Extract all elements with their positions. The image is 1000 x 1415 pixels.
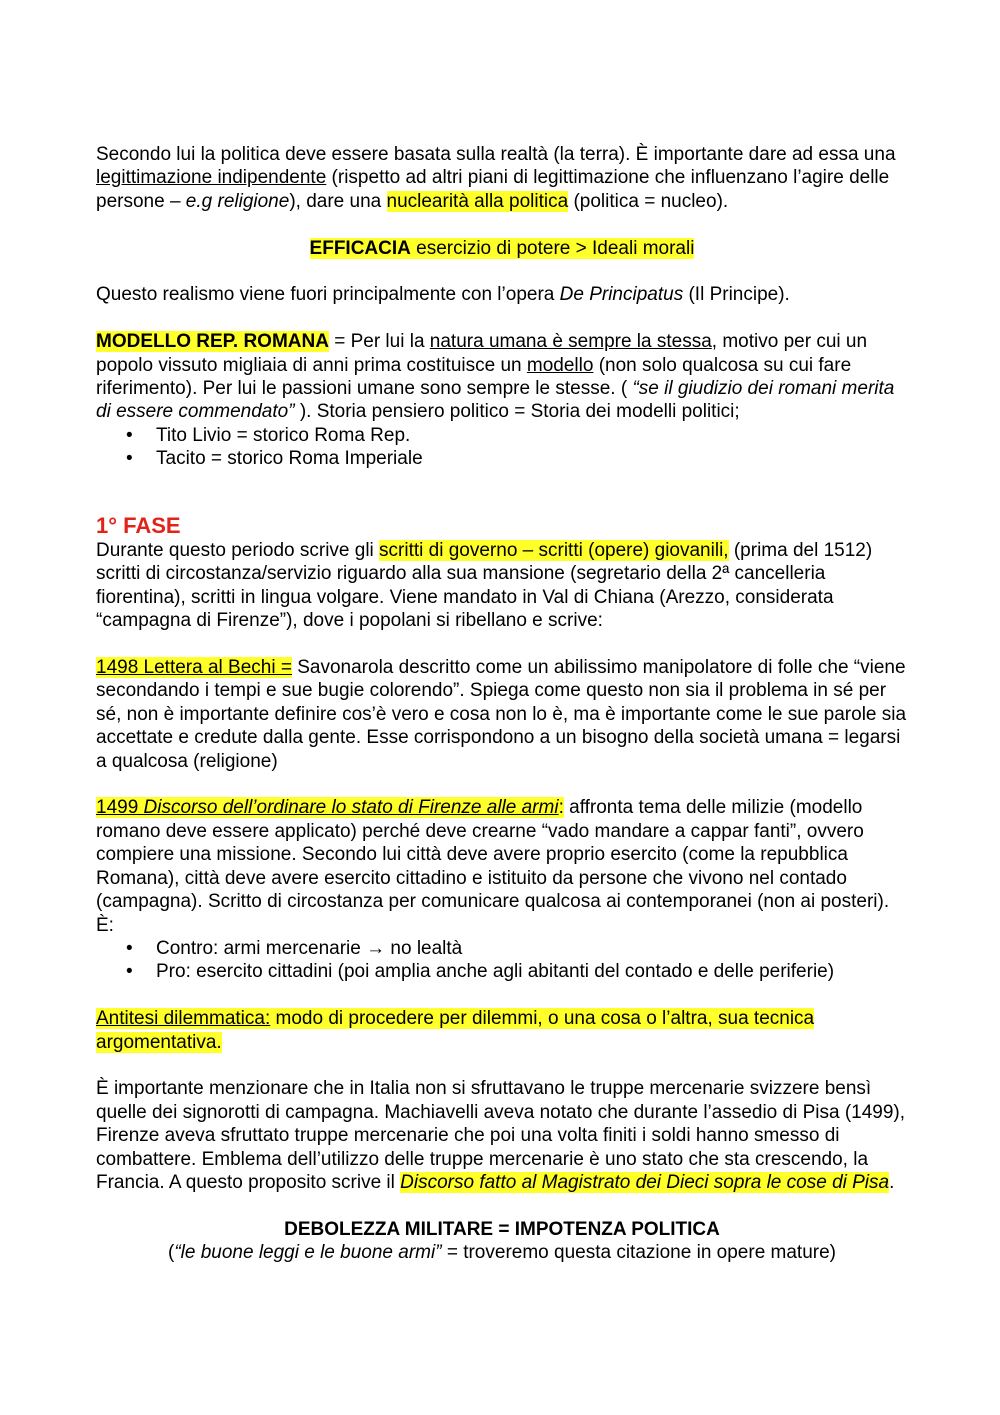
bullet-icon: •	[126, 937, 133, 959]
list-item	[96, 960, 908, 983]
list-item	[96, 447, 908, 470]
discorso-year: 1499	[96, 797, 144, 819]
modello-text: = Per lui la	[328, 331, 430, 353]
document-page	[96, 143, 908, 1265]
nuclearita-highlight: nuclearità alla politica	[386, 190, 569, 212]
modello-term: modello	[526, 354, 594, 376]
bullet-icon: •	[126, 424, 133, 446]
modello-text: ). Storia pensiero politico = Storia dei modelli politici;	[294, 401, 740, 423]
intro-text: (politica = nucleo).	[568, 190, 729, 212]
phase-text: (prima del 1512) scritti di circostanza/servizio riguardo alla sua mansione (segretario della 2ª cancelleria fiorentina), scritti in lingua volgare. Viene mandato in Val di Chiana (Arezzo, considerata “campagna di Firenze”), dove i popolani si ribellano e scrive:	[96, 540, 873, 632]
mercenarie-text: È importante menzionare che in Italia non si sfruttavano le truppe mercenarie svizzere bensì quelle dei signorotti di campagna. Machiavelli aveva notato che durante l’assedio di Pisa (1499), Firenze aveva sfruttato truppe mercenarie che poi una volta finiti i soldi hanno smesso di combattere. Emblema dell’utilizzo delle truppe mercenarie è uno stato che sta crescendo, la Francia. A questo proposito scrive il	[96, 1078, 906, 1193]
phase-paragraph	[96, 539, 908, 633]
legittimazione-term: legittimazione indipendente	[96, 167, 327, 189]
discorso-title: Discorso dell’ordinare lo stato di Firenze alle armi	[143, 797, 559, 819]
list-item-text: Pro: esercito cittadini (poi amplia anche agli abitanti del contado e delle periferie)	[156, 961, 835, 983]
discorso-pisa-title: Discorso fatto al Magistrato dei Dieci sopra le cose di Pisa	[400, 1171, 890, 1193]
efficacia-text: esercizio di potere > Ideali morali	[410, 237, 695, 259]
antitesi-label: Antitesi dilemmatica:	[96, 1008, 271, 1030]
discorso-colon: :	[558, 797, 564, 819]
realismo-text: Questo realismo viene fuori principalmente con l’opera	[96, 284, 560, 306]
mercenarie-paragraph	[96, 1077, 908, 1194]
discorso-paragraph	[96, 796, 908, 936]
lettera-label: 1498 Lettera al Bechi =	[96, 657, 292, 679]
list-item	[96, 424, 908, 447]
modello-label: MODELLO REP. ROMANA	[96, 331, 329, 353]
list-item-text: Contro: armi mercenarie → no lealtà	[156, 937, 463, 959]
antitesi-paragraph	[96, 1007, 908, 1054]
debolezza-text: = troveremo questa citazione in opere mature)	[441, 1242, 837, 1264]
de-principatus-title: De Principatus	[559, 284, 684, 306]
bullet-icon: •	[126, 961, 133, 983]
bullet-icon: •	[126, 448, 133, 470]
example-religione: e.g religione	[185, 190, 290, 212]
intro-paragraph	[96, 143, 908, 213]
debolezza-heading: DEBOLEZZA MILITARE = IMPOTENZA POLITICA	[284, 1218, 720, 1240]
discorso-text: affronta tema delle milizie (modello romano deve essere applicato) perché deve crearne “vado mandare a cappar fanti”, ovvero compiere una missione. Secondo lui città deve avere proprio esercito (come la repubblica Romana), città deve avere esercito cittadino e istituito da persone che vivono nel contado (campagna). Scritto di circostanza per comunicare qualcosa ai contemporanei (non ai posteri). È:	[96, 797, 890, 936]
efficacia-label: EFFICACIA	[309, 237, 411, 259]
natura-umana-term: natura umana è sempre la stessa	[429, 331, 712, 353]
lettera-text: Savonarola descritto come un abilissimo manipolatore di folle che “viene secondando i tempi e sue bugie colorendo”. Spiega come questo non sia il problema in sé per sé, non è importante definire cos’è vero e cosa non lo è, ma è importante come le sue parole sia accettate e credute dalla gente. Esse corrispondono a un bisogno della società umana = legarsi a qualcosa (religione)	[96, 657, 907, 772]
intro-text: ), dare una	[289, 190, 387, 212]
realismo-paragraph	[96, 283, 908, 306]
modello-text: (non solo qualcosa su cui fare riferimento). Per lui le passioni umane sono sempre le stesse. (	[96, 354, 852, 400]
list-item-text: Tito Livio = storico Roma Rep.	[156, 424, 411, 446]
antitesi-text: modo di procedere per dilemmi, o una cosa o l’altra, sua tecnica argomentativa.	[96, 1008, 815, 1053]
modello-paragraph	[96, 330, 908, 424]
historians-list	[96, 424, 908, 471]
buone-leggi-quote: “le buone leggi e le buone armi”	[174, 1242, 442, 1264]
paren-open: (	[167, 1242, 175, 1264]
intro-text: (rispetto ad altri piani di legittimazione che influenzano l’agire delle persone –	[96, 167, 890, 212]
realismo-text: (Il Principe).	[683, 284, 790, 306]
modello-text: , motivo per cui un popolo vissuto migliaia di anni prima costituisce un	[96, 331, 868, 376]
debolezza-subline	[96, 1241, 908, 1264]
scritti-highlight: scritti di governo – scritti (opere) giovanili,	[379, 540, 729, 562]
phase-heading: 1° FASE	[96, 513, 181, 539]
list-item	[96, 937, 908, 960]
intro-text: Secondo lui la politica deve essere basata sulla realtà (la terra). È importante dare ad essa una	[96, 144, 896, 165]
mercenarie-text: .	[889, 1171, 895, 1193]
phase-text: Durante questo periodo scrive gli	[96, 540, 380, 562]
armi-list	[96, 937, 908, 984]
lettera-paragraph	[96, 656, 908, 773]
efficacia-line	[96, 237, 908, 260]
modello-quote: “se il giudizio dei romani merita di essere commendato”	[96, 378, 895, 423]
list-item-text: Tacito = storico Roma Imperiale	[156, 448, 423, 470]
